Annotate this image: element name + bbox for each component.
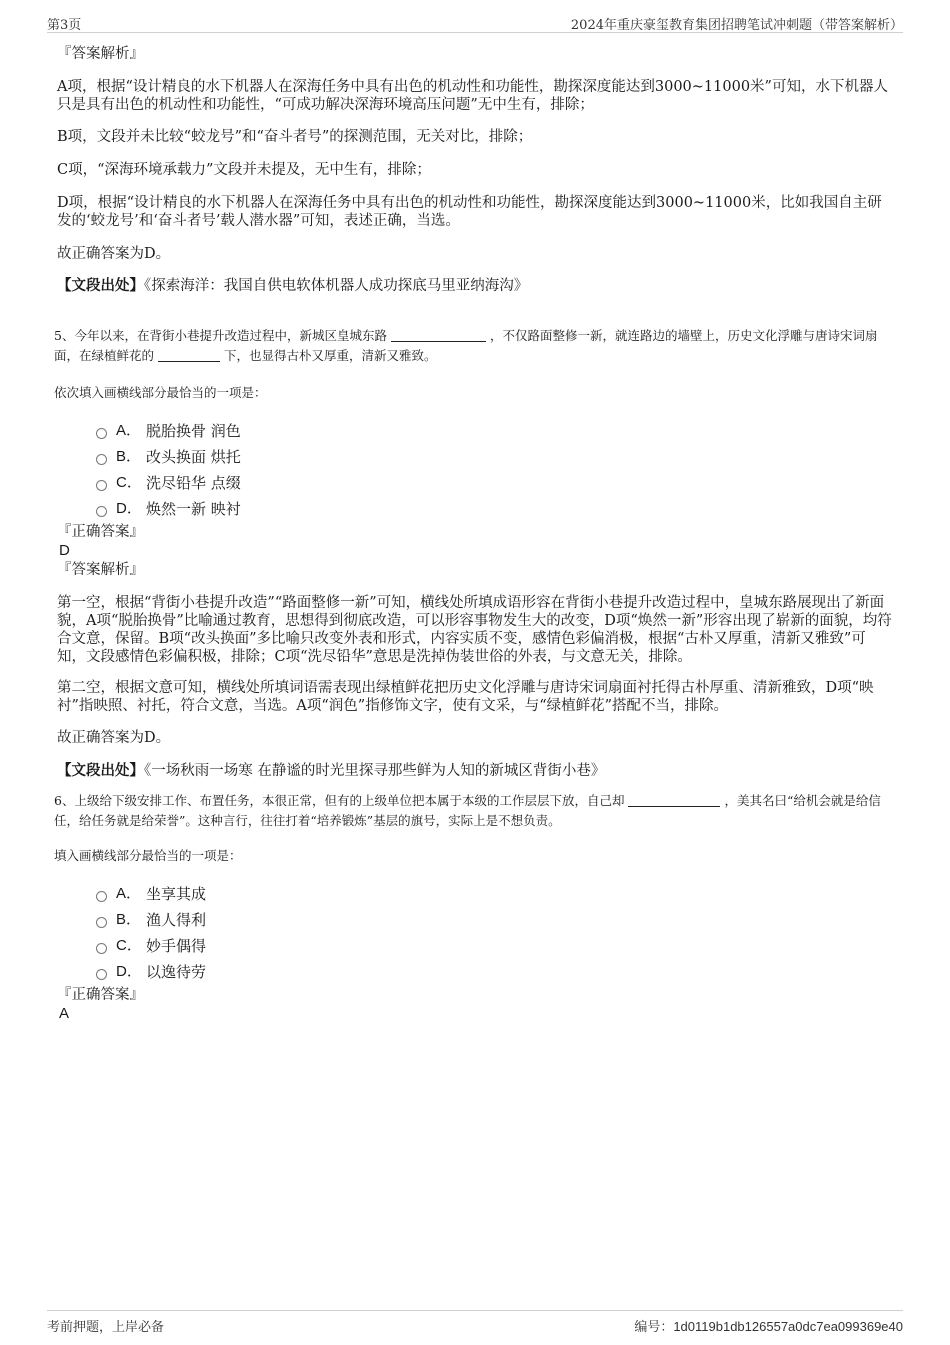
option-text: 洗尽铅华 点缀 (146, 474, 241, 492)
analysis-paragraph-a: A项，根据“设计精良的水下机器人在深海任务中具有出色的机动性和功能性，勘探深度能达到3000~11000米”可知，水下机器人只是具有出色的机动性和功能性，“可成功解决深海环境高压问题”无中生有，排除； (57, 79, 888, 113)
correct-answer-heading: 『正确答案』 (57, 524, 144, 540)
correct-answer-heading: 『正确答案』 (57, 987, 144, 1003)
option-letter: B． (116, 448, 142, 465)
option-b[interactable] (96, 907, 893, 933)
analysis-paragraph-c: C项，“深海环境承载力”文段并未提及，无中生有，排除； (57, 162, 431, 178)
radio-icon[interactable] (96, 969, 107, 980)
conclusion-text: 故正确答案为D。 (57, 730, 171, 746)
option-text: 改头换面 烘托 (146, 448, 241, 466)
question-5-stem-part-2: ，不仅路面整修一新，就连路边的墙壁上，历史文化浮雕与唐诗宋词扇面，在绿植鲜花的 (54, 328, 878, 363)
source-title: 《探索海洋：我国自供电软体机器人成功探底马里亚纳海沟》 (144, 278, 529, 294)
option-letter: B． (116, 911, 142, 928)
source-label: 【文段出处】 (57, 762, 144, 779)
footer-slogan: 考前押题，上岸必备 (47, 1320, 165, 1335)
radio-icon[interactable] (96, 917, 107, 928)
question-5-stem (54, 326, 893, 366)
radio-icon[interactable] (96, 891, 107, 902)
code-value: 1d0119b1db126557a0dc7ea099369e40 (673, 1319, 903, 1334)
option-text: 渔人得利 (146, 911, 207, 929)
code-label: 编号： (634, 1320, 674, 1335)
option-text: 脱胎换骨 润色 (146, 422, 241, 440)
option-letter: A． (116, 885, 142, 902)
analysis-paragraph-2: 第二空，根据文意可知，横线处所填词语需表现出绿植鲜花把历史文化浮雕与唐诗宋词扇面衬托得古朴厚重、清新雅致，D项“映衬”指映照、衬托，符合文意，当选。A项“润色”指修饰文字，使有文采，与“绿植鲜花”搭配不当，排除。 (57, 680, 874, 714)
correct-answer-value: A (59, 1005, 70, 1022)
source-citation (57, 761, 893, 781)
option-letter: A． (116, 422, 142, 439)
analysis-heading: 『答案解析』 (57, 562, 144, 578)
page-content (54, 44, 893, 1023)
analysis-paragraph-d: D项，根据“设计精良的水下机器人在深海任务中具有出色的机动性和功能性，勘探深度能达到3000~11000米，比如我国自主研发的‘蛟龙号’和‘奋斗者号’载人潜水器”可知，表述正确，当选。 (57, 195, 882, 229)
analysis-paragraph-1: 第一空，根据“背街小巷提升改造”“路面整修一新”可知，横线处所填成语形容在背街小巷提升改造过程中，皇城东路展现出了新面貌，A项“脱胎换骨”比喻通过教育，思想得到彻底改造，可以形容事物发生大的改变，D项“焕然一新”形容出现了崭新的面貌，均符合文意，保留。B项“改头换面”多比喻只改变外表和形式，内容实质不变，感情色彩偏消极，根据“古朴又厚重，清新又雅致”可知，文段感情色彩偏积极，排除；C项“洗尽铅华”意思是洗掉伪装世俗的外表，与文意无关，排除。 (57, 595, 892, 665)
radio-icon[interactable] (96, 428, 107, 439)
page-number: 第3页 (47, 18, 82, 33)
option-letter: D． (116, 963, 142, 980)
radio-icon[interactable] (96, 480, 107, 491)
option-letter: C． (116, 474, 142, 491)
question-6-options (96, 881, 893, 985)
option-text: 妙手偶得 (146, 937, 207, 955)
option-letter: C． (116, 937, 142, 954)
page-header (47, 14, 903, 33)
option-d[interactable] (96, 496, 893, 522)
page-footer (47, 1310, 903, 1333)
question-6-instruction: 填入画横线部分最恰当的一项是： (54, 848, 242, 863)
fill-blank-1 (391, 327, 486, 342)
correct-answer-value: D (59, 542, 70, 559)
document-code (634, 1316, 903, 1335)
question-6-stem (54, 791, 893, 831)
option-a[interactable] (96, 881, 893, 907)
question-5-stem-part-3: 下，也显得古朴又厚重，清新又雅致。 (224, 348, 437, 363)
radio-icon[interactable] (96, 943, 107, 954)
conclusion-text: 故正确答案为D。 (57, 246, 171, 262)
option-c[interactable] (96, 933, 893, 959)
option-text: 以逸待劳 (146, 963, 207, 981)
document-title: 2024年重庆豪玺教育集团招聘笔试冲刺题（带答案解析） (570, 18, 903, 33)
option-d[interactable] (96, 959, 893, 985)
question-5-options (96, 418, 893, 522)
option-text: 焕然一新 映衬 (146, 500, 241, 518)
analysis-heading: 『答案解析』 (57, 46, 144, 62)
source-label: 【文段出处】 (57, 277, 144, 294)
fill-blank-2 (158, 347, 220, 362)
question-5-instruction: 依次填入画横线部分最恰当的一项是： (54, 385, 267, 400)
source-citation (57, 276, 893, 296)
radio-icon[interactable] (96, 454, 107, 465)
source-title: 《一场秋雨一场寒 在静谧的时光里探寻那些鲜为人知的新城区背街小巷》 (144, 763, 606, 779)
option-letter: D． (116, 500, 142, 517)
analysis-paragraph-b: B项，文段并未比较“蛟龙号”和“奋斗者号”的探测范围，无关对比，排除； (57, 129, 533, 145)
fill-blank-1 (628, 792, 720, 807)
question-5-stem-part-1: 5、今年以来，在背街小巷提升改造过程中，新城区皇城东路 (54, 328, 387, 343)
question-6-stem-part-2: ，美其名曰“给机会就是给信任，给任务就是给荣誉”。这种言行，往往打着“培养锻炼”基层的旗号，实际上是不想负责。 (54, 793, 881, 828)
question-6-stem-part-1: 6、上级给下级安排工作、布置任务，本很正常，但有的上级单位把本属于本级的工作层层下放，自己却 (54, 793, 625, 808)
option-c[interactable] (96, 470, 893, 496)
radio-icon[interactable] (96, 506, 107, 517)
option-text: 坐享其成 (146, 885, 207, 903)
option-b[interactable] (96, 444, 893, 470)
option-a[interactable] (96, 418, 893, 444)
